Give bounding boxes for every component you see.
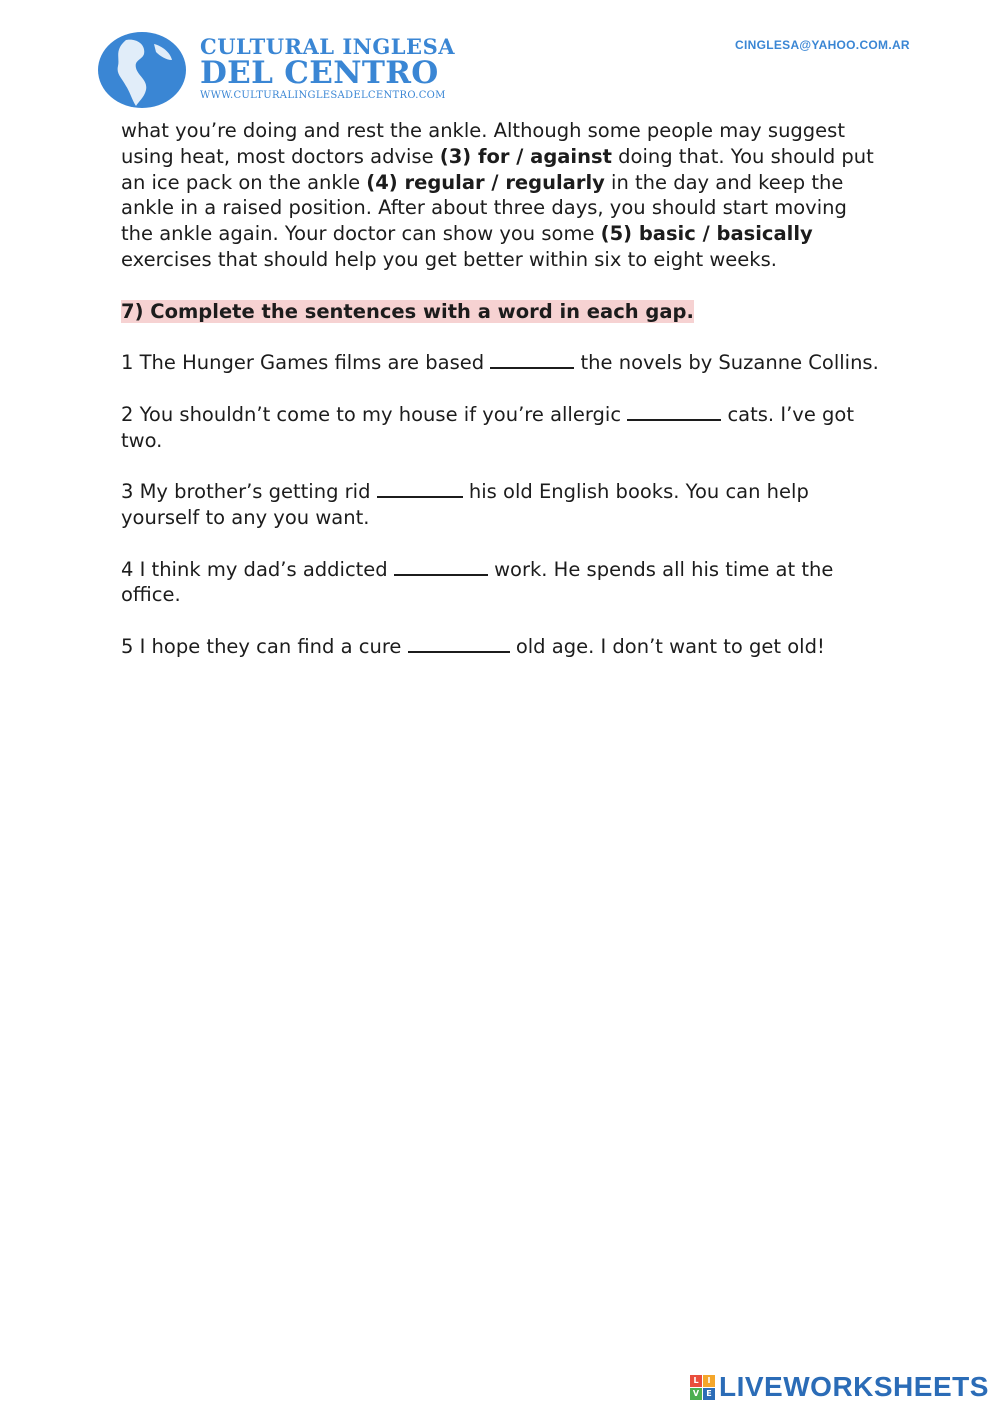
task-heading-row — [121, 299, 881, 325]
sentence-after: the novels by Suzanne Collins. — [580, 351, 879, 375]
sentence-5 — [121, 634, 881, 660]
sentence-after: work. He spends all his time at the office. — [121, 557, 834, 607]
liveworksheets-logo — [690, 1372, 989, 1402]
icon-letter-i: I — [703, 1375, 715, 1387]
sentence-before: 3 My brother’s getting rid — [121, 480, 371, 504]
passage-text-1: what you’re doing and rest the ankle. Although some people may suggest using heat, most doctors advise — [121, 119, 845, 168]
option-3: (3) for / against — [439, 144, 612, 168]
gap-input-3[interactable] — [377, 482, 463, 498]
gap-input-4[interactable] — [394, 560, 488, 576]
gap-input-5[interactable] — [408, 637, 510, 653]
sentence-1 — [121, 350, 881, 376]
option-5: (5) basic / basically — [600, 222, 813, 246]
passage-text-4: exercises that should help you get better within six to eight weeks. — [121, 247, 777, 271]
option-4: (4) regular / regularly — [366, 170, 605, 194]
task-title: 7) Complete the sentences with a word in each gap. — [121, 299, 694, 323]
brand-url: WWW.CULTURALINGLESADELCENTRO.COM — [200, 90, 446, 101]
contact-email: CINGLESA@YAHOO.COM.AR — [735, 38, 910, 52]
sentence-after: old age. I don’t want to get old! — [515, 634, 825, 658]
brand-name-line2: DEL CENTRO — [200, 55, 439, 91]
passage-text-3: in the day and keep the ankle in a raised position. After about three days, you should start moving the ankle again. Your doctor can show you some — [121, 170, 847, 246]
sentence-before: 2 You shouldn’t come to my house if you’re allergic — [121, 402, 622, 426]
sentence-after: cats. I’ve got two. — [121, 402, 854, 452]
worksheet-content — [121, 118, 881, 686]
sentence-before: 1 The Hunger Games films are based — [121, 351, 485, 375]
sentence-2 — [121, 402, 881, 454]
liveworksheets-icon — [690, 1375, 715, 1400]
sentence-3 — [121, 479, 881, 531]
sentence-before: 4 I think my dad’s addicted — [121, 557, 388, 581]
sentence-before: 5 I hope they can find a cure — [121, 634, 402, 658]
sentence-after: his old English books. You can help yourself to any you want. — [121, 480, 809, 529]
reading-passage — [121, 118, 881, 273]
gap-input-2[interactable] — [627, 405, 721, 421]
icon-letter-e: E — [703, 1388, 715, 1400]
gap-input-1[interactable] — [490, 353, 574, 369]
icon-letter-v: V — [690, 1388, 702, 1400]
passage-text-2: doing that. You should put an ice pack on the ankle — [121, 144, 874, 194]
globe-logo-icon — [96, 30, 188, 110]
icon-letter-l: L — [690, 1375, 702, 1387]
sentence-4 — [121, 557, 881, 609]
brand-block — [200, 36, 455, 101]
liveworksheets-text: LIVEWORKSHEETS — [719, 1371, 989, 1402]
brand-name-line1: CULTURAL INGLESA — [200, 34, 456, 59]
